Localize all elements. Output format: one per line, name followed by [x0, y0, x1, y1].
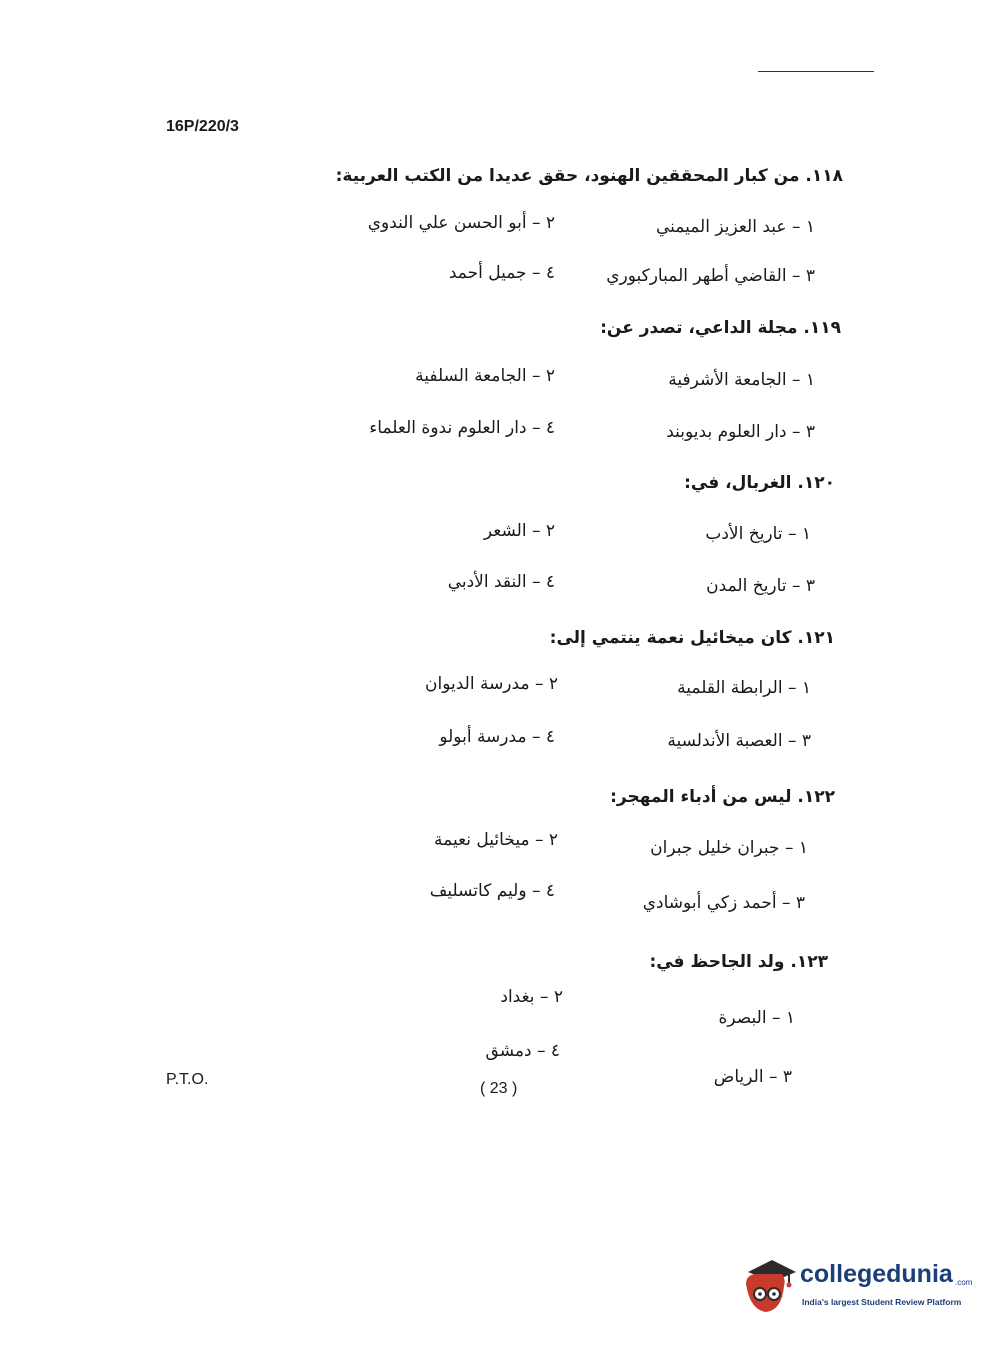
option-119-4: ٤ – دار العلوم ندوة العلماء [369, 418, 555, 438]
option-121-1: ١ – الرابطة القلمية [677, 678, 811, 698]
option-120-3: ٣ – تاريخ المدن [706, 576, 815, 596]
option-119-2: ٢ – الجامعة السلفية [415, 366, 555, 386]
option-123-1: ١ – البصرة [718, 1008, 795, 1028]
option-123-3: ٣ – الرياض [713, 1067, 792, 1087]
option-123-2: ٢ – بغداد [500, 987, 563, 1007]
option-118-3: ٣ – القاضي أطهر المباركبوري [606, 266, 815, 286]
option-119-1: ١ – الجامعة الأشرفية [668, 370, 815, 390]
option-122-3: ٣ – أحمد زكي أبوشادي [642, 893, 805, 913]
question-120: ١٢٠. الغربال، في: [684, 473, 835, 493]
option-122-4: ٤ – وليم كاتسليف [429, 881, 555, 901]
question-122: ١٢٢. ليس من أدباء المهجر: [610, 787, 835, 807]
question-123: ١٢٣. ولد الجاحظ في: [649, 952, 828, 972]
collegedunia-watermark [742, 1250, 972, 1320]
page-number: ( 23 ) [480, 1080, 518, 1097]
pto-label: P.T.O. [166, 1071, 209, 1088]
brand-name: collegedunia [800, 1260, 953, 1288]
option-121-2: ٢ – مدرسة الديوان [425, 674, 558, 694]
option-121-3: ٣ – العصبة الأندلسية [667, 731, 811, 751]
option-118-2: ٢ – أبو الحسن علي الندوي [367, 213, 555, 233]
brand-suffix: .com [955, 1278, 973, 1287]
option-123-4: ٤ – دمشق [485, 1041, 560, 1061]
option-118-4: ٤ – جميل أحمد [448, 263, 555, 283]
option-120-2: ٢ – الشعر [483, 521, 555, 541]
question-119: ١١٩. مجلة الداعي، تصدر عن: [600, 318, 841, 338]
option-120-4: ٤ – النقد الأدبي [447, 572, 555, 592]
option-118-1: ١ – عبد العزيز الميمني [655, 217, 815, 237]
mascot-icon [742, 1250, 800, 1316]
option-122-1: ١ – جبران خليل جبران [650, 838, 808, 858]
question-121: ١٢١. كان ميخائيل نعمة ينتمي إلى: [549, 628, 835, 648]
option-121-4: ٤ – مدرسة أبولو [439, 727, 555, 747]
top-rule [758, 71, 874, 72]
option-119-3: ٣ – دار العلوم بديوبند [666, 422, 815, 442]
brand-tagline: India's largest Student Review Platform [802, 1297, 962, 1307]
option-122-2: ٢ – ميخائيل نعيمة [434, 830, 558, 850]
question-118: ١١٨. من كبار المحققين الهنود، حقق عديدا من الكتب العربية: [335, 166, 843, 186]
paper-code: 16P/220/3 [166, 118, 239, 135]
option-120-1: ١ – تاريخ الأدب [705, 524, 811, 544]
